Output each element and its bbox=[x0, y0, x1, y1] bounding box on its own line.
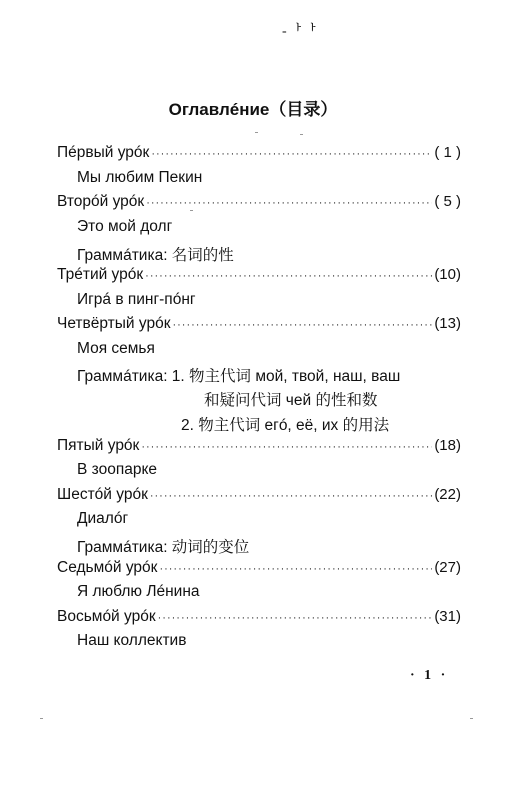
toc-page-number: (10) bbox=[434, 266, 461, 283]
scan-speck bbox=[300, 134, 303, 135]
toc-entry-lesson-3[interactable] bbox=[57, 266, 461, 284]
dot-leader bbox=[150, 490, 432, 502]
toc-entry-label: Вторóй урóк bbox=[57, 193, 145, 210]
toc-subentry: Мы любим Пекин bbox=[77, 169, 203, 186]
toc-page-number: (31) bbox=[434, 608, 461, 625]
toc-subentry: Наш коллектив bbox=[77, 632, 187, 649]
toc-entry-label: Четвёртый урóк bbox=[57, 315, 171, 332]
page-header-mark: -ᅡᅡ bbox=[282, 24, 317, 39]
toc-page-number: ( 1 ) bbox=[434, 144, 461, 161]
dot-leader bbox=[172, 319, 432, 331]
toc-page-number: (18) bbox=[434, 437, 461, 454]
toc-grammar-continuation: 和疑问代词 чей 的性和数 bbox=[204, 392, 378, 409]
toc-entry-lesson-5[interactable] bbox=[57, 437, 461, 455]
toc-subentry: Я люблю Лéнина bbox=[77, 583, 200, 600]
dot-leader bbox=[159, 563, 432, 575]
scan-speck bbox=[470, 718, 473, 719]
dot-leader bbox=[146, 197, 432, 209]
page-title: Оглавлéние（目录） bbox=[168, 100, 338, 119]
toc-entry-label: Седьмóй урóк bbox=[57, 559, 158, 576]
toc-entry-label: Восьмóй урóк bbox=[57, 608, 156, 625]
toc-grammar-entry: 2. 物主代词 егó, её, их 的用法 bbox=[181, 417, 390, 434]
scan-speck bbox=[40, 718, 43, 719]
toc-subentry: Игрá в пинг-пóнг bbox=[77, 291, 196, 308]
page-folio: · 1 · bbox=[410, 668, 449, 683]
toc-page-number: (13) bbox=[434, 315, 461, 332]
scan-speck bbox=[255, 132, 258, 133]
toc-entry-label: Пéрвый урóк bbox=[57, 144, 150, 161]
toc-page-number: ( 5 ) bbox=[434, 193, 461, 210]
toc-entry-lesson-4[interactable] bbox=[57, 315, 461, 333]
scan-speck bbox=[190, 210, 193, 211]
dot-leader bbox=[141, 441, 432, 453]
toc-entry-lesson-8[interactable] bbox=[57, 608, 461, 626]
toc-entry-label: Пятый урóк bbox=[57, 437, 140, 454]
dot-leader bbox=[151, 148, 432, 160]
toc-grammar-entry: Граммáтика: 动词的变位 bbox=[77, 539, 250, 556]
toc-grammar-entry: Граммáтика: 1. 物主代词 мой, твой, наш, ваш bbox=[77, 368, 401, 385]
toc-entry-lesson-2[interactable] bbox=[57, 193, 461, 211]
toc-subentry: Это мой долг bbox=[77, 218, 173, 235]
toc-entry-lesson-6[interactable] bbox=[57, 486, 461, 504]
dot-leader bbox=[158, 612, 433, 624]
dot-leader bbox=[145, 270, 432, 282]
toc-subentry: В зоопарке bbox=[77, 461, 158, 478]
toc-entry-lesson-1[interactable] bbox=[57, 144, 461, 162]
toc-page-number: (22) bbox=[434, 486, 461, 503]
toc-subentry: Диалóг bbox=[77, 510, 129, 527]
toc-page-number: (27) bbox=[434, 559, 461, 576]
toc-entry-lesson-7[interactable] bbox=[57, 559, 461, 577]
toc-entry-label: Шестóй урóк bbox=[57, 486, 148, 503]
toc-subentry: Моя семья bbox=[77, 340, 155, 357]
toc-entry-label: Трéтий урóк bbox=[57, 266, 144, 283]
toc-grammar-entry: Граммáтика: 名词的性 bbox=[77, 247, 234, 264]
